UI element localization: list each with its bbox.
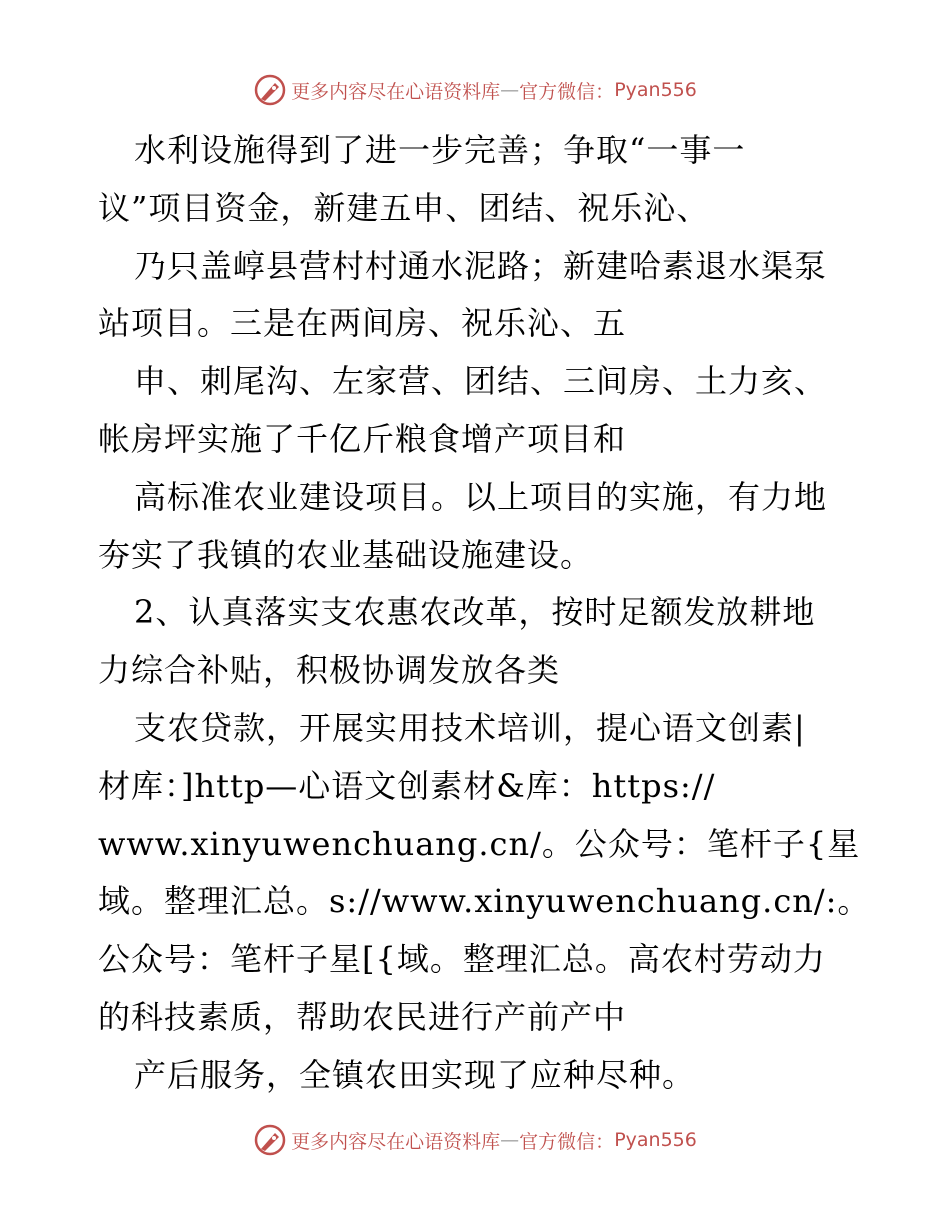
- text-line: 力综合补贴，积极协调发放各类: [98, 651, 561, 690]
- banner-brand-text: 更多内容尽在心语资料库: [291, 80, 501, 103]
- text-line: 产后服务，全镇农田实现了应种尽种。: [134, 1055, 696, 1094]
- banner-wechat-id: Pyan556: [614, 79, 697, 101]
- text-line: 水利设施得到了进一步完善；争取“一事一: [134, 131, 746, 169]
- text-line: 支农贷款，开展实用技术培训，提心语文创素|: [134, 708, 806, 747]
- text-line: 的科技素质，帮助农民进行产前产中: [98, 997, 627, 1036]
- text-line: www.xinyuwenchuang.cn/。公众号：笔杆子{星: [98, 824, 861, 863]
- banner-brand-text: 更多内容尽在心语资料库: [291, 1130, 501, 1153]
- header-banner: [0, 72, 950, 108]
- banner-wechat-label: 官方微信：: [519, 1130, 615, 1153]
- banner-wechat-label: 官方微信：: [519, 80, 615, 103]
- banner-separator: —: [500, 79, 520, 101]
- text-line: 2、认真落实支农惠农改革，按时足额发放耕地: [134, 593, 816, 632]
- text-line: 公众号：笔杆子星[{域。整理汇总。高农村劳动力: [98, 940, 826, 979]
- text-line: 站项目。三是在两间房、祝乐沁、五: [98, 304, 627, 343]
- text-line: 材库：]http—心语文创素材&库：https://: [98, 766, 716, 805]
- pen-nib-logo-icon: [253, 1123, 287, 1157]
- text-line: 高标准农业建设项目。以上项目的实施，有力地: [134, 477, 828, 516]
- text-line: 帐房坪实施了千亿斤粮食增产项目和: [98, 419, 627, 458]
- footer-banner: [0, 1122, 950, 1158]
- banner-wechat-id: Pyan556: [614, 1129, 697, 1151]
- document-body: [98, 122, 871, 1105]
- text-line: 议”项目资金，新建五申、团结、祝乐沁、: [98, 188, 710, 227]
- text-line: 乃只盖崞县营村村通水泥路；新建哈素退水渠泵: [134, 246, 828, 285]
- text-line: 域。整理汇总。s://www.xinyuwenchuang.cn/:。: [98, 882, 871, 921]
- banner-separator: —: [500, 1129, 520, 1151]
- text-line: 夯实了我镇的农业基础设施建设。: [98, 535, 594, 574]
- text-line: 申、刺尾沟、左家营、团结、三间房、土力亥、: [134, 362, 828, 401]
- pen-nib-logo-icon: [253, 73, 287, 107]
